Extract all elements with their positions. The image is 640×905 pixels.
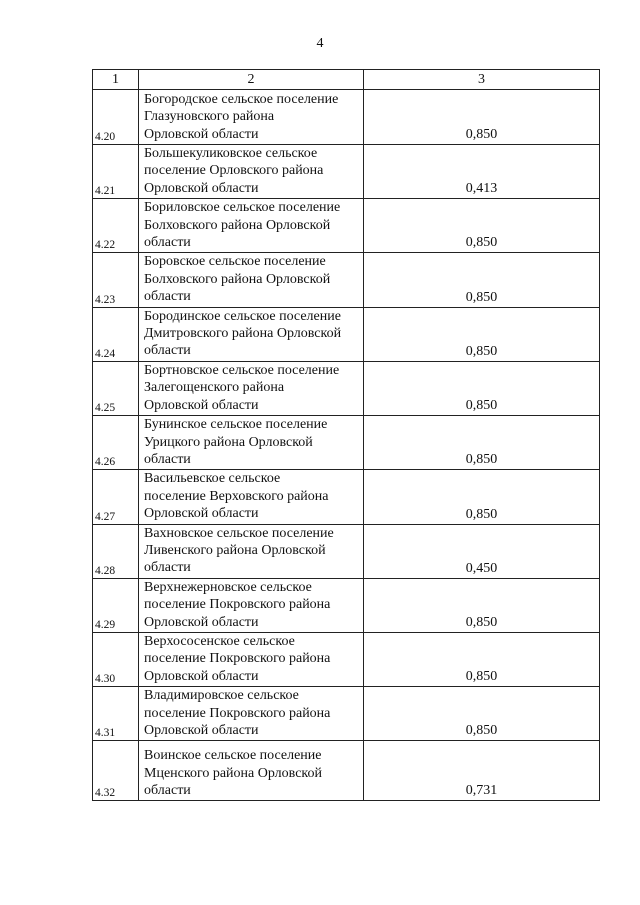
row-number-cell: 4.22 bbox=[93, 199, 139, 253]
table-row bbox=[93, 90, 600, 145]
column-header-2: 2 bbox=[139, 70, 364, 90]
row-number-cell: 4.30 bbox=[93, 632, 139, 686]
row-number-cell: 4.20 bbox=[93, 90, 139, 145]
column-header-3: 3 bbox=[364, 70, 600, 90]
table-row bbox=[93, 741, 600, 801]
settlement-name-cell: Боровское сельское поселение Болховского района Орловской области bbox=[139, 253, 364, 307]
settlement-name-cell: Бориловское сельское поселение Болховского района Орловской области bbox=[139, 199, 364, 253]
data-table bbox=[92, 69, 600, 801]
table-row bbox=[93, 632, 600, 686]
table-body bbox=[93, 70, 600, 801]
settlement-name-cell: Вахновское сельское поселение Ливенского района Орловской области bbox=[139, 524, 364, 578]
coefficient-cell: 0,850 bbox=[364, 199, 600, 253]
settlement-name-cell: Бортновское сельское поселение Залегощенского района Орловской области bbox=[139, 361, 364, 415]
coefficient-cell: 0,850 bbox=[364, 361, 600, 415]
coefficient-cell: 0,850 bbox=[364, 253, 600, 307]
coefficient-cell: 0,731 bbox=[364, 741, 600, 801]
coefficient-cell: 0,850 bbox=[364, 307, 600, 361]
table-row bbox=[93, 578, 600, 632]
row-number-cell: 4.29 bbox=[93, 578, 139, 632]
row-number-cell: 4.23 bbox=[93, 253, 139, 307]
table-row bbox=[93, 470, 600, 524]
coefficient-cell: 0,850 bbox=[364, 578, 600, 632]
table-row bbox=[93, 145, 600, 199]
settlement-name-cell: Верхососенское сельское поселение Покровского района Орловской области bbox=[139, 632, 364, 686]
table-row bbox=[93, 253, 600, 307]
row-number-cell: 4.25 bbox=[93, 361, 139, 415]
row-number-cell: 4.28 bbox=[93, 524, 139, 578]
coefficient-cell: 0,413 bbox=[364, 145, 600, 199]
settlement-name-cell: Большекуликовское сельское поселение Орловского района Орловской области bbox=[139, 145, 364, 199]
settlement-name-cell: Васильевское сельское поселение Верховского района Орловской области bbox=[139, 470, 364, 524]
coefficient-cell: 0,850 bbox=[364, 470, 600, 524]
settlement-name-cell: Богородское сельское поселение Глазуновского района Орловской области bbox=[139, 90, 364, 145]
coefficient-cell: 0,850 bbox=[364, 90, 600, 145]
row-number-cell: 4.27 bbox=[93, 470, 139, 524]
table-row bbox=[93, 687, 600, 741]
row-number-cell: 4.24 bbox=[93, 307, 139, 361]
coefficient-cell: 0,850 bbox=[364, 687, 600, 741]
row-number-cell: 4.26 bbox=[93, 416, 139, 470]
table-row bbox=[93, 361, 600, 415]
settlement-name-cell: Бородинское сельское поселение Дмитровского района Орловской области bbox=[139, 307, 364, 361]
coefficient-cell: 0,850 bbox=[364, 416, 600, 470]
row-number-cell: 4.31 bbox=[93, 687, 139, 741]
column-header-1: 1 bbox=[93, 70, 139, 90]
table-header-row bbox=[93, 70, 600, 90]
row-number-cell: 4.32 bbox=[93, 741, 139, 801]
settlement-name-cell: Верхнежерновское сельское поселение Покровского района Орловской области bbox=[139, 578, 364, 632]
table-row bbox=[93, 416, 600, 470]
settlement-name-cell: Воинское сельское поселение Мценского района Орловской области bbox=[139, 741, 364, 801]
table-row bbox=[93, 524, 600, 578]
settlement-name-cell: Владимировское сельское поселение Покровского района Орловской области bbox=[139, 687, 364, 741]
coefficient-cell: 0,850 bbox=[364, 632, 600, 686]
coefficient-cell: 0,450 bbox=[364, 524, 600, 578]
table-row bbox=[93, 307, 600, 361]
row-number-cell: 4.21 bbox=[93, 145, 139, 199]
table-row bbox=[93, 199, 600, 253]
page-number: 4 bbox=[316, 36, 324, 51]
settlement-name-cell: Бунинское сельское поселение Урицкого района Орловской области bbox=[139, 416, 364, 470]
